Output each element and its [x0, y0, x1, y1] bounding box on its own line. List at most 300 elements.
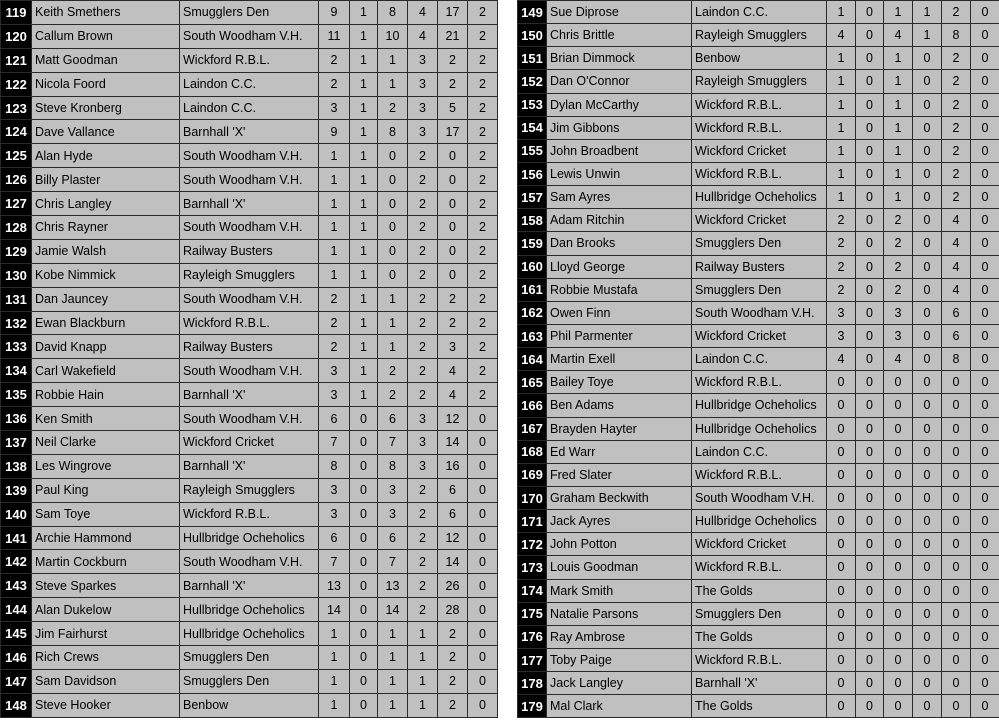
stat-cell: 0: [856, 625, 884, 648]
rank-cell: 157: [518, 186, 547, 209]
player-name-cell: Ed Warr: [547, 440, 692, 463]
stat-cell: 6: [319, 526, 350, 550]
stat-cell: 1: [319, 693, 350, 717]
team-name-cell: Wickford R.B.L.: [692, 648, 827, 671]
team-name-cell: The Golds: [692, 695, 827, 718]
stat-cell: 0: [913, 255, 942, 278]
stat-cell: 1: [884, 70, 913, 93]
stat-cell: 2: [319, 335, 350, 359]
player-name-cell: Owen Finn: [547, 301, 692, 324]
team-name-cell: Wickford R.B.L.: [692, 371, 827, 394]
stat-cell: 0: [856, 510, 884, 533]
player-name-cell: Mark Smith: [547, 579, 692, 602]
player-name-cell: Phil Parmenter: [547, 324, 692, 347]
stat-cell: 3: [319, 359, 350, 383]
player-name-cell: Martin Cockburn: [32, 550, 180, 574]
stat-cell: 0: [971, 348, 999, 371]
stat-cell: 14: [438, 431, 468, 455]
rank-cell: 160: [518, 255, 547, 278]
team-name-cell: South Woodham V.H.: [692, 486, 827, 509]
stat-cell: 2: [408, 287, 438, 311]
stat-cell: 0: [856, 278, 884, 301]
rank-cell: 163: [518, 324, 547, 347]
stat-cell: 0: [884, 579, 913, 602]
table-row: [1, 622, 498, 646]
player-name-cell: Adam Ritchin: [547, 209, 692, 232]
stat-cell: 0: [971, 209, 999, 232]
stat-cell: 1: [913, 1, 942, 24]
stat-cell: 1: [378, 646, 408, 670]
stat-cell: 1: [827, 139, 856, 162]
stat-cell: 0: [884, 463, 913, 486]
team-name-cell: Barnhall 'X': [692, 672, 827, 695]
table-row: [518, 301, 999, 324]
rank-cell: 164: [518, 348, 547, 371]
stat-cell: 2: [408, 574, 438, 598]
stat-cell: 0: [350, 526, 378, 550]
stat-cell: 0: [971, 672, 999, 695]
stat-cell: 0: [827, 417, 856, 440]
player-name-cell: Lewis Unwin: [547, 162, 692, 185]
player-name-cell: Steve Hooker: [32, 693, 180, 717]
stat-cell: 0: [856, 486, 884, 509]
stat-cell: 0: [827, 625, 856, 648]
stat-cell: 3: [319, 96, 350, 120]
stat-cell: 1: [827, 116, 856, 139]
stat-cell: 1: [350, 335, 378, 359]
rank-cell: 161: [518, 278, 547, 301]
stat-cell: 1: [827, 47, 856, 70]
stat-cell: 2: [827, 255, 856, 278]
rank-cell: 155: [518, 139, 547, 162]
stat-cell: 0: [913, 486, 942, 509]
table-row: [1, 335, 498, 359]
team-name-cell: Benbow: [180, 693, 319, 717]
team-name-cell: Smugglers Den: [692, 278, 827, 301]
team-name-cell: The Golds: [692, 579, 827, 602]
player-name-cell: Louis Goodman: [547, 556, 692, 579]
table-row: [518, 324, 999, 347]
stat-cell: 0: [468, 693, 498, 717]
table-row: [518, 24, 999, 47]
stat-cell: 3: [319, 502, 350, 526]
stat-cell: 0: [971, 24, 999, 47]
stat-cell: 0: [971, 463, 999, 486]
stat-cell: 0: [856, 371, 884, 394]
rank-cell: 173: [518, 556, 547, 579]
team-name-cell: Wickford Cricket: [692, 139, 827, 162]
rank-cell: 147: [1, 669, 32, 693]
stat-cell: 0: [856, 440, 884, 463]
stat-cell: 0: [827, 510, 856, 533]
player-name-cell: Keith Smethers: [32, 1, 180, 25]
rank-cell: 175: [518, 602, 547, 625]
stat-cell: 0: [827, 463, 856, 486]
stat-cell: 0: [971, 301, 999, 324]
player-name-cell: Jack Ayres: [547, 510, 692, 533]
rank-cell: 178: [518, 672, 547, 695]
stat-cell: 0: [913, 672, 942, 695]
stat-cell: 2: [468, 359, 498, 383]
stat-cell: 2: [378, 96, 408, 120]
stat-cell: 1: [378, 622, 408, 646]
team-name-cell: South Woodham V.H.: [180, 144, 319, 168]
table-row: [1, 96, 498, 120]
stat-cell: 0: [856, 70, 884, 93]
stat-cell: 1: [350, 1, 378, 25]
stat-cell: 1: [408, 693, 438, 717]
stat-cell: 13: [319, 574, 350, 598]
stat-cell: 3: [408, 72, 438, 96]
player-name-cell: John Broadbent: [547, 139, 692, 162]
stat-cell: 0: [913, 162, 942, 185]
stat-cell: 3: [378, 502, 408, 526]
stat-cell: 0: [350, 407, 378, 431]
team-name-cell: Railway Busters: [180, 335, 319, 359]
rank-cell: 146: [1, 646, 32, 670]
rank-cell: 158: [518, 209, 547, 232]
table-row: [518, 70, 999, 93]
stat-cell: 0: [856, 24, 884, 47]
stat-cell: 0: [378, 144, 408, 168]
stat-cell: 0: [942, 672, 971, 695]
stat-cell: 2: [468, 335, 498, 359]
stat-cell: 1: [378, 335, 408, 359]
stat-cell: 13: [378, 574, 408, 598]
stat-cell: 1: [350, 120, 378, 144]
stat-cell: 0: [913, 348, 942, 371]
table-row: [518, 93, 999, 116]
table-row: [518, 116, 999, 139]
player-name-cell: Toby Paige: [547, 648, 692, 671]
player-name-cell: Jack Langley: [547, 672, 692, 695]
stat-cell: 3: [408, 96, 438, 120]
player-name-cell: Chris Rayner: [32, 216, 180, 240]
stat-cell: 0: [468, 574, 498, 598]
rank-cell: 167: [518, 417, 547, 440]
stat-cell: 0: [350, 693, 378, 717]
team-name-cell: Laindon C.C.: [692, 1, 827, 24]
stat-cell: 0: [378, 168, 408, 192]
team-name-cell: Wickford Cricket: [180, 431, 319, 455]
stat-cell: 4: [942, 209, 971, 232]
stat-cell: 0: [856, 695, 884, 718]
player-name-cell: Natalie Parsons: [547, 602, 692, 625]
stat-cell: 2: [438, 646, 468, 670]
table-row: [1, 311, 498, 335]
stat-cell: 0: [856, 301, 884, 324]
team-name-cell: Hullbridge Ocheholics: [692, 394, 827, 417]
stat-cell: 2: [827, 278, 856, 301]
stat-cell: 0: [438, 144, 468, 168]
table-row: [1, 120, 498, 144]
player-name-cell: Matt Goodman: [32, 48, 180, 72]
player-name-cell: Jamie Walsh: [32, 239, 180, 263]
stat-cell: 0: [971, 440, 999, 463]
player-name-cell: Fred Slater: [547, 463, 692, 486]
stat-cell: 0: [884, 510, 913, 533]
table-row: [1, 550, 498, 574]
rank-cell: 122: [1, 72, 32, 96]
player-name-cell: Mal Clark: [547, 695, 692, 718]
stat-cell: 1: [884, 47, 913, 70]
stat-cell: 4: [408, 24, 438, 48]
stat-cell: 0: [350, 622, 378, 646]
team-name-cell: South Woodham V.H.: [180, 407, 319, 431]
player-name-cell: Billy Plaster: [32, 168, 180, 192]
stat-cell: 3: [827, 301, 856, 324]
stat-cell: 1: [319, 144, 350, 168]
table-row: [1, 574, 498, 598]
stat-cell: 0: [827, 556, 856, 579]
player-name-cell: Graham Beckwith: [547, 486, 692, 509]
team-name-cell: Hullbridge Ocheholics: [180, 526, 319, 550]
stat-cell: 2: [468, 383, 498, 407]
table-row: [518, 533, 999, 556]
player-name-cell: Ken Smith: [32, 407, 180, 431]
stat-cell: 0: [468, 502, 498, 526]
stat-cell: 2: [468, 287, 498, 311]
table-row: [518, 209, 999, 232]
stat-cell: 1: [827, 70, 856, 93]
stat-cell: 0: [856, 602, 884, 625]
stat-cell: 2: [438, 669, 468, 693]
player-name-cell: Sam Davidson: [32, 669, 180, 693]
rank-cell: 152: [518, 70, 547, 93]
stat-cell: 0: [856, 348, 884, 371]
stat-cell: 11: [319, 24, 350, 48]
rank-cell: 123: [1, 96, 32, 120]
stat-cell: 2: [942, 70, 971, 93]
stat-cell: 2: [408, 359, 438, 383]
rank-cell: 121: [1, 48, 32, 72]
stat-cell: 0: [913, 70, 942, 93]
stat-cell: 1: [350, 48, 378, 72]
player-name-cell: Kobe Nimmick: [32, 263, 180, 287]
stat-cell: 0: [884, 648, 913, 671]
stat-cell: 0: [856, 255, 884, 278]
stat-cell: 0: [468, 431, 498, 455]
team-name-cell: Wickford R.B.L.: [180, 48, 319, 72]
team-name-cell: Barnhall 'X': [180, 383, 319, 407]
stat-cell: 2: [438, 311, 468, 335]
stat-cell: 0: [438, 168, 468, 192]
stat-cell: 0: [438, 263, 468, 287]
stat-cell: 0: [942, 648, 971, 671]
stat-cell: 0: [827, 486, 856, 509]
stat-cell: 1: [884, 93, 913, 116]
player-name-cell: Callum Brown: [32, 24, 180, 48]
stat-cell: 0: [856, 116, 884, 139]
stat-cell: 0: [942, 394, 971, 417]
team-name-cell: Barnhall 'X': [180, 574, 319, 598]
stat-cell: 2: [408, 311, 438, 335]
rank-cell: 119: [1, 1, 32, 25]
player-name-cell: Ray Ambrose: [547, 625, 692, 648]
team-name-cell: Barnhall 'X': [180, 454, 319, 478]
stat-cell: 0: [856, 417, 884, 440]
stat-cell: 1: [319, 168, 350, 192]
table-row: [518, 348, 999, 371]
stat-cell: 0: [913, 47, 942, 70]
stat-cell: 1: [378, 48, 408, 72]
stat-cell: 0: [350, 478, 378, 502]
stat-cell: 0: [438, 216, 468, 240]
stat-cell: 0: [856, 394, 884, 417]
table-row: [518, 486, 999, 509]
stat-cell: 0: [971, 371, 999, 394]
team-name-cell: South Woodham V.H.: [692, 301, 827, 324]
stat-cell: 2: [884, 278, 913, 301]
stat-cell: 0: [468, 454, 498, 478]
stat-cell: 8: [319, 454, 350, 478]
stat-cell: 0: [971, 533, 999, 556]
stat-cell: 0: [350, 431, 378, 455]
stat-cell: 0: [971, 70, 999, 93]
stat-cell: 0: [856, 93, 884, 116]
player-name-cell: Dylan McCarthy: [547, 93, 692, 116]
stat-cell: 4: [827, 348, 856, 371]
stat-cell: 2: [408, 526, 438, 550]
stat-cell: 0: [913, 695, 942, 718]
stat-cell: 0: [468, 598, 498, 622]
stat-cell: 2: [468, 24, 498, 48]
player-name-cell: Sue Diprose: [547, 1, 692, 24]
table-row: [518, 394, 999, 417]
table-row: [518, 556, 999, 579]
stat-cell: 0: [913, 533, 942, 556]
rank-cell: 134: [1, 359, 32, 383]
stat-cell: 0: [942, 463, 971, 486]
stat-cell: 2: [319, 48, 350, 72]
stat-cell: 8: [942, 24, 971, 47]
stat-cell: 9: [319, 120, 350, 144]
stat-cell: 0: [971, 579, 999, 602]
stat-cell: 0: [827, 371, 856, 394]
stat-cell: 1: [827, 162, 856, 185]
stat-cell: 2: [942, 139, 971, 162]
stat-cell: 0: [350, 574, 378, 598]
table-row: [518, 139, 999, 162]
player-name-cell: Jim Gibbons: [547, 116, 692, 139]
stat-cell: 0: [856, 139, 884, 162]
stat-cell: 1: [378, 287, 408, 311]
player-name-cell: Steve Kronberg: [32, 96, 180, 120]
stat-cell: 1: [913, 24, 942, 47]
team-name-cell: Wickford Cricket: [692, 324, 827, 347]
stat-cell: 0: [350, 669, 378, 693]
rank-cell: 165: [518, 371, 547, 394]
table-row: [1, 359, 498, 383]
stat-cell: 0: [856, 648, 884, 671]
rank-cell: 128: [1, 216, 32, 240]
rank-cell: 131: [1, 287, 32, 311]
stat-cell: 0: [913, 648, 942, 671]
stat-cell: 1: [319, 192, 350, 216]
rank-cell: 130: [1, 263, 32, 287]
stat-cell: 0: [913, 139, 942, 162]
stat-cell: 2: [827, 232, 856, 255]
player-name-cell: Paul King: [32, 478, 180, 502]
stat-cell: 0: [913, 417, 942, 440]
stat-cell: 17: [438, 120, 468, 144]
stat-cell: 6: [942, 324, 971, 347]
team-name-cell: Smugglers Den: [180, 646, 319, 670]
rank-cell: 137: [1, 431, 32, 455]
stat-cell: 1: [350, 168, 378, 192]
rank-cell: 132: [1, 311, 32, 335]
stat-cell: 0: [856, 1, 884, 24]
table-row: [1, 216, 498, 240]
table-row: [518, 440, 999, 463]
stat-cell: 8: [378, 454, 408, 478]
table-row: [518, 510, 999, 533]
stat-cell: 17: [438, 1, 468, 25]
stat-cell: 2: [408, 383, 438, 407]
table-row: [1, 669, 498, 693]
stat-cell: 0: [884, 602, 913, 625]
player-name-cell: Steve Sparkes: [32, 574, 180, 598]
team-name-cell: Wickford R.B.L.: [180, 502, 319, 526]
player-name-cell: Lloyd George: [547, 255, 692, 278]
stat-cell: 3: [319, 478, 350, 502]
stat-cell: 0: [884, 556, 913, 579]
stat-cell: 0: [913, 278, 942, 301]
team-name-cell: Barnhall 'X': [180, 192, 319, 216]
stat-cell: 26: [438, 574, 468, 598]
stat-cell: 0: [884, 625, 913, 648]
stat-cell: 21: [438, 24, 468, 48]
rank-cell: 145: [1, 622, 32, 646]
table-row: [518, 255, 999, 278]
team-name-cell: South Woodham V.H.: [180, 216, 319, 240]
stat-cell: 1: [884, 139, 913, 162]
stat-cell: 28: [438, 598, 468, 622]
team-name-cell: Laindon C.C.: [180, 96, 319, 120]
stat-cell: 3: [884, 324, 913, 347]
player-name-cell: Jim Fairhurst: [32, 622, 180, 646]
player-name-cell: Dan Brooks: [547, 232, 692, 255]
stat-cell: 1: [319, 239, 350, 263]
stat-cell: 3: [408, 431, 438, 455]
table-row: [518, 232, 999, 255]
table-row: [518, 162, 999, 185]
stat-cell: 0: [378, 263, 408, 287]
table-row: [1, 239, 498, 263]
stat-cell: 1: [319, 216, 350, 240]
stat-cell: 2: [438, 48, 468, 72]
player-name-cell: Archie Hammond: [32, 526, 180, 550]
rank-cell: 150: [518, 24, 547, 47]
stat-cell: 0: [350, 550, 378, 574]
rank-cell: 136: [1, 407, 32, 431]
rank-cell: 143: [1, 574, 32, 598]
team-name-cell: The Golds: [692, 625, 827, 648]
stat-cell: 16: [438, 454, 468, 478]
stat-cell: 0: [942, 486, 971, 509]
stat-cell: 2: [408, 144, 438, 168]
stat-cell: 0: [913, 186, 942, 209]
stat-cell: 6: [378, 526, 408, 550]
table-row: [518, 1, 999, 24]
player-name-cell: Brayden Hayter: [547, 417, 692, 440]
stat-cell: 0: [913, 394, 942, 417]
stat-cell: 0: [971, 1, 999, 24]
table-row: [518, 371, 999, 394]
stat-cell: 0: [378, 192, 408, 216]
stat-cell: 12: [438, 526, 468, 550]
stat-cell: 0: [913, 625, 942, 648]
